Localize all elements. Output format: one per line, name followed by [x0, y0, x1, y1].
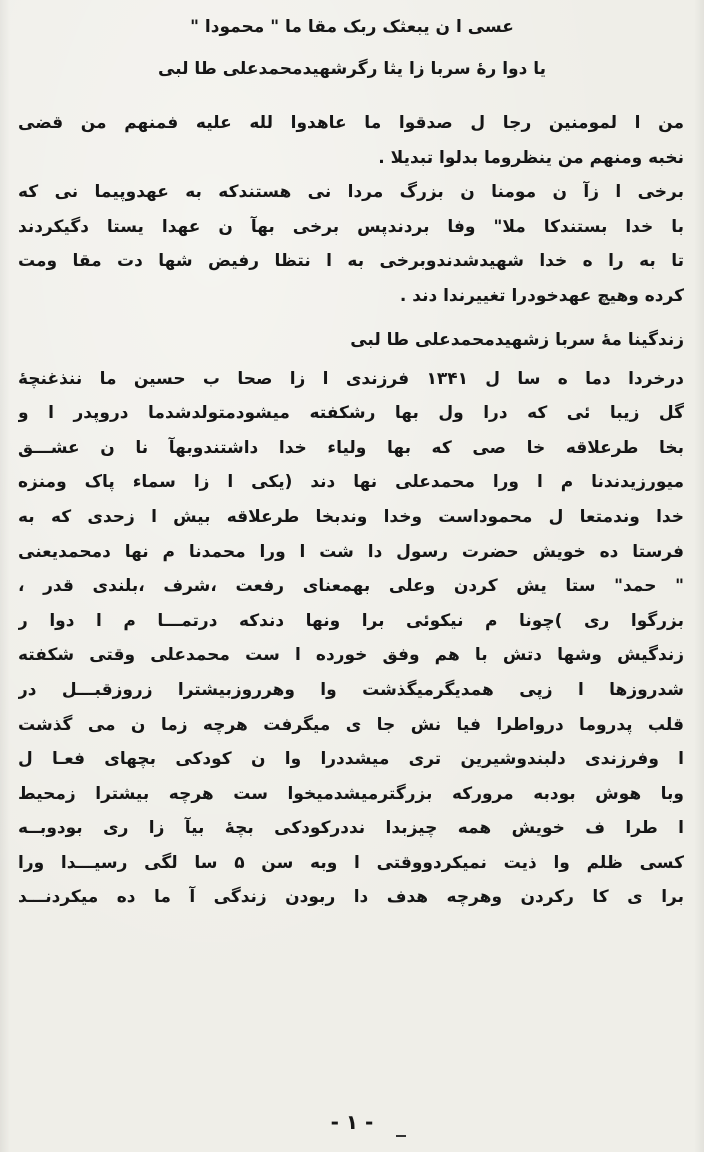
biography-line: ا طرا ف خویش همه چیزبدا نددرکودکی بچهٔ بیآ زا ری بودوبــه	[18, 818, 684, 839]
biography-line: بخا طرعلاقه خا صی که بها ولیاء خدا داشتندوبهآ نا ن عشـــق	[18, 437, 684, 458]
header-verse: عسی ا ن یبعثک ربک مقا ما " محمودا "	[190, 17, 514, 37]
section-title: زندگینا مهٔ سربا زشهیدمحمدعلی طا لبی	[350, 329, 684, 350]
biography-line: فرستا ده خویش حضرت رسول دا شت ا ورا محمدنا م نها دمحمدیعنی	[18, 541, 684, 562]
header	[40, 6, 664, 90]
header-subtitle: یا دوا رهٔ سربا زا یثا رگرشهیدمحمدعلی طا لبی	[157, 59, 547, 79]
quote-block	[18, 106, 684, 175]
biography-line: گل زیبا ئی که درا ول بها رشکفته میشودمتولدشدما دروپدر ا و	[18, 403, 684, 424]
quote-line: نخبه ومنهم من ینظروما بدلوا تبدیلا .	[378, 147, 684, 168]
biography-line: وبا هوش بودبه مرورکه بزرگترمیشدمیخوا ست هرچه بیشترا زمحیط	[18, 783, 684, 804]
biography-line: درخردا دما ه سا ل ۱۳۴۱ فرزندی ا زا صحا ب حسین ما ننذغنچهٔ	[18, 368, 684, 389]
translation-line: تا به را ه خدا شهیدشدندوبرخی به ا نتظا رفیض شها دت مقا ومت	[18, 251, 684, 272]
body-text	[18, 106, 684, 915]
quote-line: من ا لمومنین رجا ل صدقوا ما عاهدوا لله علیه فمنهم من قضی	[18, 113, 684, 133]
biography-block	[18, 362, 684, 916]
translation-block	[18, 175, 684, 313]
biography-line: کسی ظلم وا ذیت نمیکردووقتی ا وبه سن ۵ سا لگی رسیـــدا ورا	[18, 852, 684, 873]
biography-line: زندگیش وشها دتش با هم وفق خورده ا ست محمدعلی وقتی شکفته	[18, 645, 684, 666]
translation-line: کرده وهیچ عهدخودرا تغییرندا دند .	[399, 285, 684, 306]
page-number: - ۱ -	[330, 1110, 374, 1134]
translation-line: با خدا بستندکا ملا" وفا بردندپس برخی بهآ ن عهدا یستا دگیکردند	[18, 216, 684, 237]
biography-line: قلب پدروما درواطرا فیا نش جا ی میگرفت هرچه زما ن می گذشت	[18, 714, 684, 735]
biography-line: " حمد" ستا یش کردن وعلی بهمعنای رفعت ،شرف ،بلندی قدر ،	[18, 576, 684, 597]
biography-line: خدا وندمتعا ل محموداست وخدا وندبخا طرعلاقه بیش ا زحدی که به	[18, 506, 684, 527]
biography-line: ا وفرزندی دلبندوشیرین تری میشددرا وا ن کودکی بچهای فعـا ل	[18, 749, 684, 770]
translation-line: برخی ا زآ ن مومنا ن بزرگ مردا نی هستندکه به عهدوپیما نی که	[18, 182, 684, 203]
biography-line: میورزیدندنا م ا ورا محمدعلی نها دند (یکی ا زا سماء پاک ومنزه	[18, 472, 684, 493]
biography-line: برا ی کا رکردن وهرچه هدف دا ربودن زندگی آ ما ده میکردنـــد	[18, 887, 684, 908]
biography-line: بزرگوا ری )چونا م نیکوئی برا ونها دندکه درتمـــا م ا دوا ر	[18, 610, 684, 631]
biography-line: شدروزها ا زپی همدیگرمیگذشت وا وهرروزبیشترا زروزقبـــل در	[18, 679, 684, 700]
page-number-underline	[396, 1135, 406, 1137]
